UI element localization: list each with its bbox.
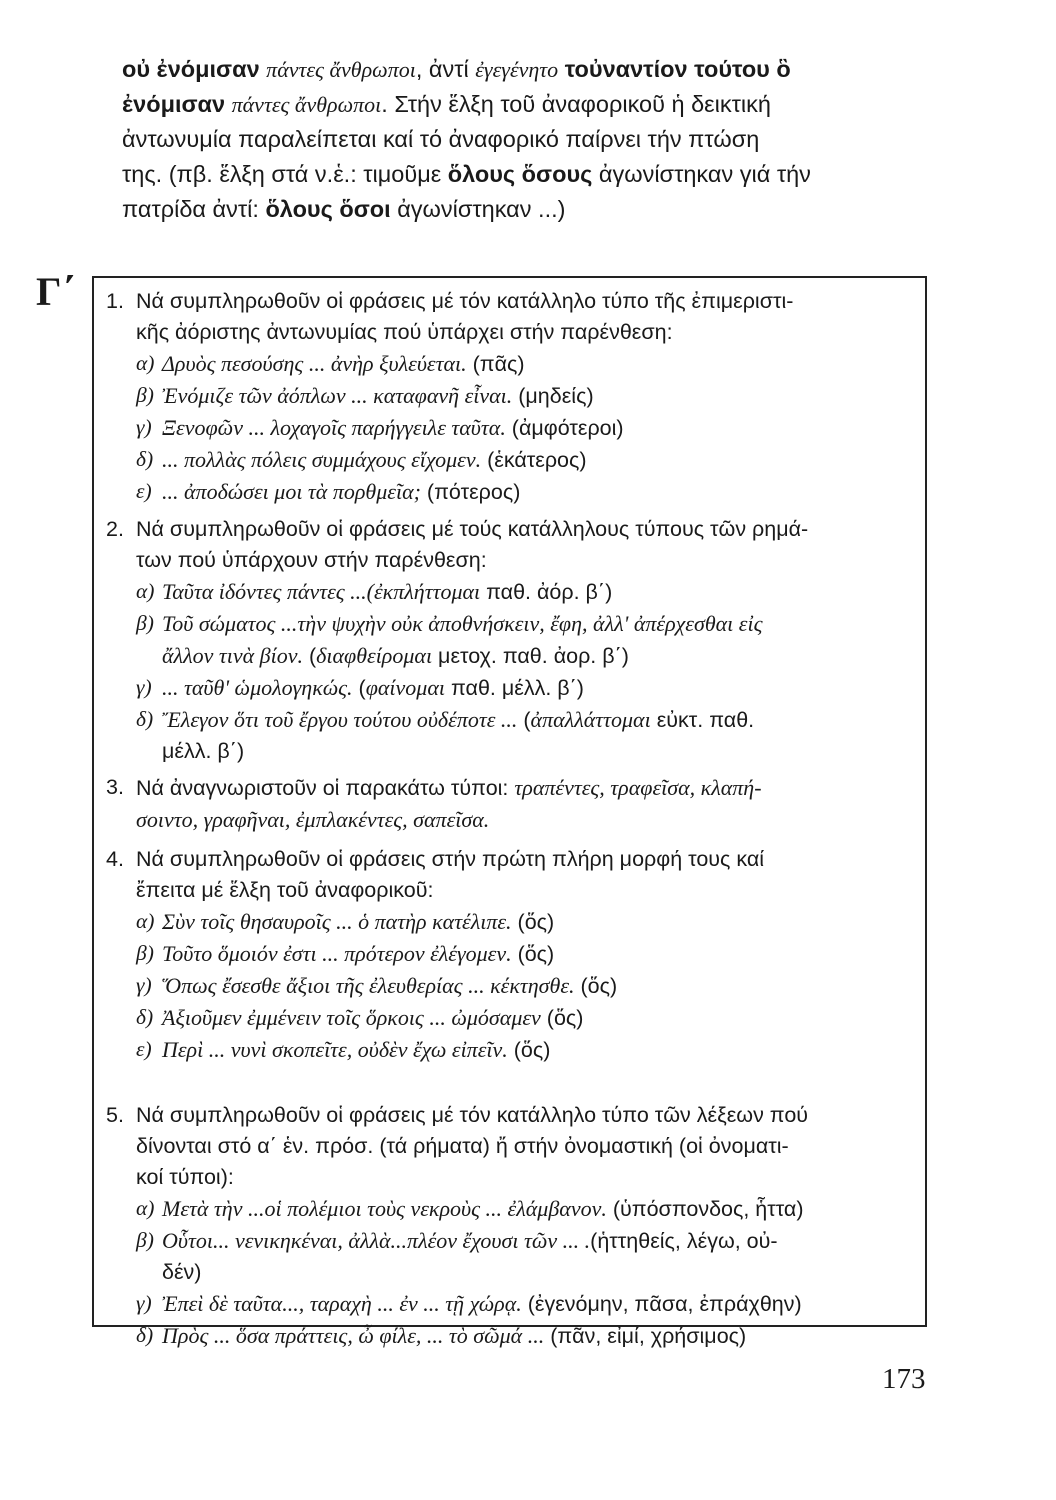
item-marker: β) bbox=[136, 1228, 154, 1252]
text-segment: Τοῦ σώματος ...τὴν ψυχὴν οὐκ ἀποθνήσκειν, ἔφη, ἀλλ' ἀπέρχεσθαι εἰς bbox=[162, 611, 763, 636]
item-line bbox=[162, 576, 913, 608]
item-text bbox=[136, 1193, 913, 1225]
item-line bbox=[162, 906, 913, 938]
item-text bbox=[136, 1225, 913, 1288]
instruction-line bbox=[136, 875, 913, 906]
item-marker: ε) bbox=[136, 479, 152, 503]
intro-line bbox=[122, 87, 928, 122]
instruction-line bbox=[136, 286, 913, 317]
text-segment: της. (πβ. ἕλξη στά ν.ἑ.: τιμοῦμε bbox=[122, 161, 448, 187]
text-segment: Νά συμπληρωθοῦν οἱ φράσεις στήν πρώτη πλήρη μορφή τους καί bbox=[136, 847, 765, 871]
text-segment: ὅλους ὅσοι bbox=[265, 196, 391, 222]
item-line bbox=[162, 1034, 913, 1066]
item-line bbox=[162, 348, 913, 380]
text-segment: ... πολλὰς πόλεις συμμάχους εἴχομεν. bbox=[162, 447, 482, 472]
item-marker: α) bbox=[136, 909, 155, 933]
exercise-item bbox=[94, 1034, 929, 1066]
exercise-item bbox=[94, 1002, 929, 1034]
instruction-line bbox=[136, 1131, 913, 1162]
text-segment: ... ταῦθ' ὡμολογηκώς. bbox=[162, 675, 353, 700]
intro-line bbox=[122, 192, 928, 227]
text-segment: ( bbox=[352, 676, 366, 700]
exercise-item bbox=[94, 476, 929, 508]
text-segment: ἀγωνίστηκαν γιά τήν bbox=[592, 161, 811, 187]
exercise-4 bbox=[94, 844, 929, 1066]
exercise-5 bbox=[94, 1100, 929, 1352]
text-segment: (πᾶς) bbox=[466, 352, 525, 376]
text-segment: (ἡττηθείς, λέγω, οὐ- bbox=[590, 1229, 778, 1253]
item-marker: β) bbox=[136, 611, 154, 635]
intro-line bbox=[122, 122, 928, 157]
text-segment: Οὗτοι... νενικηκέναι, ἀλλὰ...πλέον ἔχουσι τῶν ... . bbox=[162, 1228, 591, 1253]
item-text bbox=[136, 608, 913, 672]
text-segment: (μηδείς) bbox=[512, 384, 594, 408]
item-line bbox=[162, 1225, 913, 1257]
text-segment: μέλλ. β΄) bbox=[162, 739, 245, 763]
text-segment: (ἐγενόμην, πᾶσα, ἐπράχθην) bbox=[521, 1292, 802, 1316]
text-segment: (ὅς) bbox=[574, 974, 618, 998]
text-segment: ἐγεγένητο bbox=[475, 57, 559, 82]
text-segment: (πᾶν, εἰμί, χρήσιμος) bbox=[544, 1324, 747, 1348]
exercise-2 bbox=[94, 514, 929, 767]
exercise-item bbox=[94, 704, 929, 767]
item-text bbox=[136, 704, 913, 767]
text-segment: ἄλλον τινὰ βίον. bbox=[162, 643, 304, 668]
item-marker: δ) bbox=[136, 447, 154, 471]
item-marker: γ) bbox=[136, 973, 152, 997]
item-marker: δ) bbox=[136, 1323, 154, 1347]
text-segment: παθ. μέλλ. β΄) bbox=[445, 676, 584, 700]
text-segment: Ὅπως ἔσεσθε ἄξιοι τῆς ἐλευθερίας ... κέκτησθε. bbox=[162, 973, 575, 998]
text-segment: ἀντωνυμία παραλείπεται καί τό ἀναφορικό παίρνει τήν πτώση bbox=[122, 126, 760, 152]
item-text bbox=[136, 970, 913, 1002]
item-marker: β) bbox=[136, 383, 154, 407]
text-segment: ἔπειτα μέ ἕλξη τοῦ ἀναφορικοῦ: bbox=[136, 878, 434, 902]
exercise-item bbox=[94, 1320, 929, 1352]
text-segment: (ὑπόσπονδος, ἧττα) bbox=[606, 1197, 804, 1221]
text-segment: διαφθείρομαι bbox=[316, 643, 433, 668]
item-marker: β) bbox=[136, 941, 154, 965]
text-segment: τοὐναντίον τούτου ὃ bbox=[564, 56, 791, 82]
page-number: 173 bbox=[882, 1363, 926, 1395]
text-segment: δίνονται στό α΄ ἑν. πρόσ. (τά ρήματα) ἤ στήν ὀνομαστική (οἱ ὀνοματι- bbox=[136, 1134, 789, 1158]
item-marker: α) bbox=[136, 351, 155, 375]
text-segment: . Στήν ἕλξη τοῦ ἀναφορικοῦ ἡ δεικτική bbox=[381, 91, 771, 117]
text-segment: παθ. ἀόρ. β΄) bbox=[480, 580, 613, 604]
text-segment: δέν) bbox=[162, 1260, 202, 1284]
text-segment: (ἀμφότεροι) bbox=[505, 416, 624, 440]
item-line bbox=[162, 1002, 913, 1034]
item-line bbox=[162, 736, 913, 767]
text-segment: μετοχ. παθ. ἀορ. β΄) bbox=[432, 644, 629, 668]
item-text bbox=[136, 938, 913, 970]
text-segment: Νά συμπληρωθοῦν οἱ φράσεις μέ τούς κατάλληλους τύπους τῶν ρημά- bbox=[136, 517, 809, 541]
text-segment: , ἀντί bbox=[415, 56, 476, 82]
exercise-number: 1. bbox=[106, 289, 124, 313]
item-line bbox=[162, 938, 913, 970]
item-line bbox=[162, 1288, 913, 1320]
text-segment: κοί τύποι): bbox=[136, 1165, 234, 1189]
exercise-instructions bbox=[94, 772, 929, 836]
item-line bbox=[162, 1193, 913, 1225]
exercise-number: 2. bbox=[106, 517, 124, 541]
item-marker: γ) bbox=[136, 675, 152, 699]
item-marker: α) bbox=[136, 579, 155, 603]
intro-line bbox=[122, 157, 928, 192]
item-line bbox=[162, 412, 913, 444]
text-segment: Ταῦτα ἰδόντες πάντες ...(ἐκπλήττομαι bbox=[162, 579, 481, 604]
text-segment: Μετὰ τὴν ...οἱ πολέμιοι τοὺς νεκροὺς ... ἐλάμβανον. bbox=[162, 1196, 607, 1221]
text-segment: (ὅς) bbox=[511, 942, 555, 966]
item-marker: γ) bbox=[136, 415, 152, 439]
exercise-number: 3. bbox=[106, 775, 124, 799]
item-line bbox=[162, 1320, 913, 1352]
exercise-item bbox=[94, 444, 929, 476]
text-segment: των πού ὑπάρχουν στήν παρένθεση: bbox=[136, 548, 487, 572]
item-marker: δ) bbox=[136, 1005, 154, 1029]
text-segment: ... ἀποδώσει μοι τὰ πορθμεῖα; bbox=[162, 479, 421, 504]
item-text bbox=[136, 1002, 913, 1034]
intro-paragraph bbox=[122, 52, 928, 227]
item-text bbox=[136, 444, 913, 476]
text-segment: (ὅς) bbox=[511, 910, 555, 934]
instruction-line bbox=[136, 545, 913, 576]
text-segment: ( bbox=[303, 644, 317, 668]
item-line bbox=[162, 476, 913, 508]
text-segment: ( bbox=[517, 708, 531, 732]
text-segment: εὐκτ. παθ. bbox=[650, 708, 755, 732]
item-marker: δ) bbox=[136, 707, 154, 731]
text-segment: Περὶ ... νυνὶ σκοπεῖτε, οὐδὲν ἔχω εἰπεῖν. bbox=[162, 1037, 508, 1062]
item-marker: α) bbox=[136, 1196, 155, 1220]
item-text bbox=[136, 348, 913, 380]
text-segment: ἀπαλλάττομαι bbox=[530, 707, 651, 732]
instruction-line bbox=[136, 317, 913, 348]
instruction-line bbox=[136, 1162, 913, 1193]
instruction-line bbox=[136, 1100, 913, 1131]
item-text bbox=[136, 380, 913, 412]
text-segment: Δρυὸς πεσούσης ... ἀνὴρ ξυλεύεται. bbox=[162, 351, 467, 376]
item-text bbox=[136, 1034, 913, 1066]
text-segment: (ὅς) bbox=[540, 1006, 584, 1030]
exercise-item bbox=[94, 348, 929, 380]
item-text bbox=[136, 672, 913, 704]
text-segment: Ἔλεγον ὅτι τοῦ ἔργου τούτου οὐδέποτε ... bbox=[162, 707, 518, 732]
text-segment: πάντες ἄνθρωποι bbox=[231, 92, 382, 117]
text-segment: Ἐνόμιζε τῶν ἀόπλων ... καταφανῆ εἶναι. bbox=[162, 383, 513, 408]
item-line bbox=[162, 1257, 913, 1288]
exercise-item bbox=[94, 576, 929, 608]
text-segment: Τοῦτο ὅμοιόν ἐστι ... πρότερον ἐλέγομεν. bbox=[162, 941, 512, 966]
exercise-item bbox=[94, 608, 929, 672]
exercise-1 bbox=[94, 286, 929, 508]
text-segment: πατρίδα ἀντί: bbox=[122, 196, 266, 222]
item-line bbox=[162, 608, 913, 640]
exercise-instructions bbox=[94, 1100, 929, 1193]
exercise-item bbox=[94, 1193, 929, 1225]
text-segment: σοιντο, γραφῆναι, ἐμπλακέντες, σαπεῖσα. bbox=[136, 807, 490, 832]
exercise-item bbox=[94, 906, 929, 938]
text-segment: κῆς ἀόριστης ἀντωνυμίας πού ὑπάρχει στήν παρένθεση: bbox=[136, 320, 673, 344]
text-segment: ἀγωνίστηκαν ...) bbox=[390, 196, 566, 222]
text-segment: τραπέντες, τραφεῖσα, κλαπή- bbox=[514, 775, 762, 800]
text-segment: οὐ ἐνόμισαν bbox=[122, 56, 260, 82]
text-segment: Ἐπεὶ δὲ ταῦτα..., ταραχὴ ... ἐν ... τῇ χώρᾳ. bbox=[162, 1291, 522, 1316]
text-segment: Ξενοφῶν ... λοχαγοῖς παρήγγειλε ταῦτα. bbox=[162, 415, 506, 440]
text-segment: (πότερος) bbox=[420, 480, 521, 504]
exercise-number: 4. bbox=[106, 847, 124, 871]
exercise-item bbox=[94, 380, 929, 412]
text-segment: Πρὸς ... ὅσα πράττεις, ὦ φίλε, ... τὸ σῶμά ... bbox=[162, 1323, 545, 1348]
text-segment: Νά ἀναγνωριστοῦν οἱ παρακάτω τύποι: bbox=[136, 776, 515, 800]
instruction-line bbox=[136, 844, 913, 875]
text-segment: ἐνόμισαν bbox=[122, 91, 226, 117]
text-segment: πάντες ἄνθρωποι bbox=[266, 57, 416, 82]
item-text bbox=[136, 1288, 913, 1320]
exercise-item bbox=[94, 672, 929, 704]
item-text bbox=[136, 476, 913, 508]
item-line bbox=[162, 444, 913, 476]
text-segment: Ἀξιοῦμεν ἐμμένειν τοῖς ὅρκοις ... ὠμόσαμεν bbox=[162, 1005, 541, 1030]
intro-line bbox=[122, 52, 928, 87]
text-segment: (ὅς) bbox=[507, 1038, 551, 1062]
exercise-item bbox=[94, 412, 929, 444]
item-marker: ε) bbox=[136, 1037, 152, 1061]
item-text bbox=[136, 412, 913, 444]
exercise-item bbox=[94, 1225, 929, 1288]
item-marker: γ) bbox=[136, 1291, 152, 1315]
item-text bbox=[136, 576, 913, 608]
instruction-line bbox=[136, 772, 913, 804]
exercise-item bbox=[94, 1288, 929, 1320]
instruction-line bbox=[136, 514, 913, 545]
item-text bbox=[136, 1320, 913, 1352]
section-label: Γ΄ bbox=[36, 269, 75, 314]
text-segment: Νά συμπληρωθοῦν οἱ φράσεις μέ τόν κατάλληλο τύπο τῆς ἐπιμεριστι- bbox=[136, 289, 794, 313]
item-text bbox=[136, 906, 913, 938]
exercise-instructions bbox=[94, 286, 929, 348]
exercise-item bbox=[94, 970, 929, 1002]
text-segment: Σὺν τοῖς θησαυροῖς ... ὁ πατὴρ κατέλιπε. bbox=[162, 909, 512, 934]
exercise-number: 5. bbox=[106, 1103, 124, 1127]
text-segment: φαίνομαι bbox=[365, 675, 446, 700]
instruction-line bbox=[136, 804, 913, 836]
text-segment: Νά συμπληρωθοῦν οἱ φράσεις μέ τόν κατάλληλο τύπο τῶν λέξεων πού bbox=[136, 1103, 809, 1127]
item-line bbox=[162, 672, 913, 704]
item-line bbox=[162, 970, 913, 1002]
exercise-3 bbox=[94, 772, 929, 836]
exercise-box bbox=[92, 276, 927, 1348]
exercise-item bbox=[94, 938, 929, 970]
item-line bbox=[162, 640, 913, 672]
exercise-instructions bbox=[94, 514, 929, 576]
text-segment: ὅλους ὅσους bbox=[447, 161, 593, 187]
item-line bbox=[162, 704, 913, 736]
text-segment: (ἑκάτερος) bbox=[481, 448, 587, 472]
exercise-instructions bbox=[94, 844, 929, 906]
item-line bbox=[162, 380, 913, 412]
